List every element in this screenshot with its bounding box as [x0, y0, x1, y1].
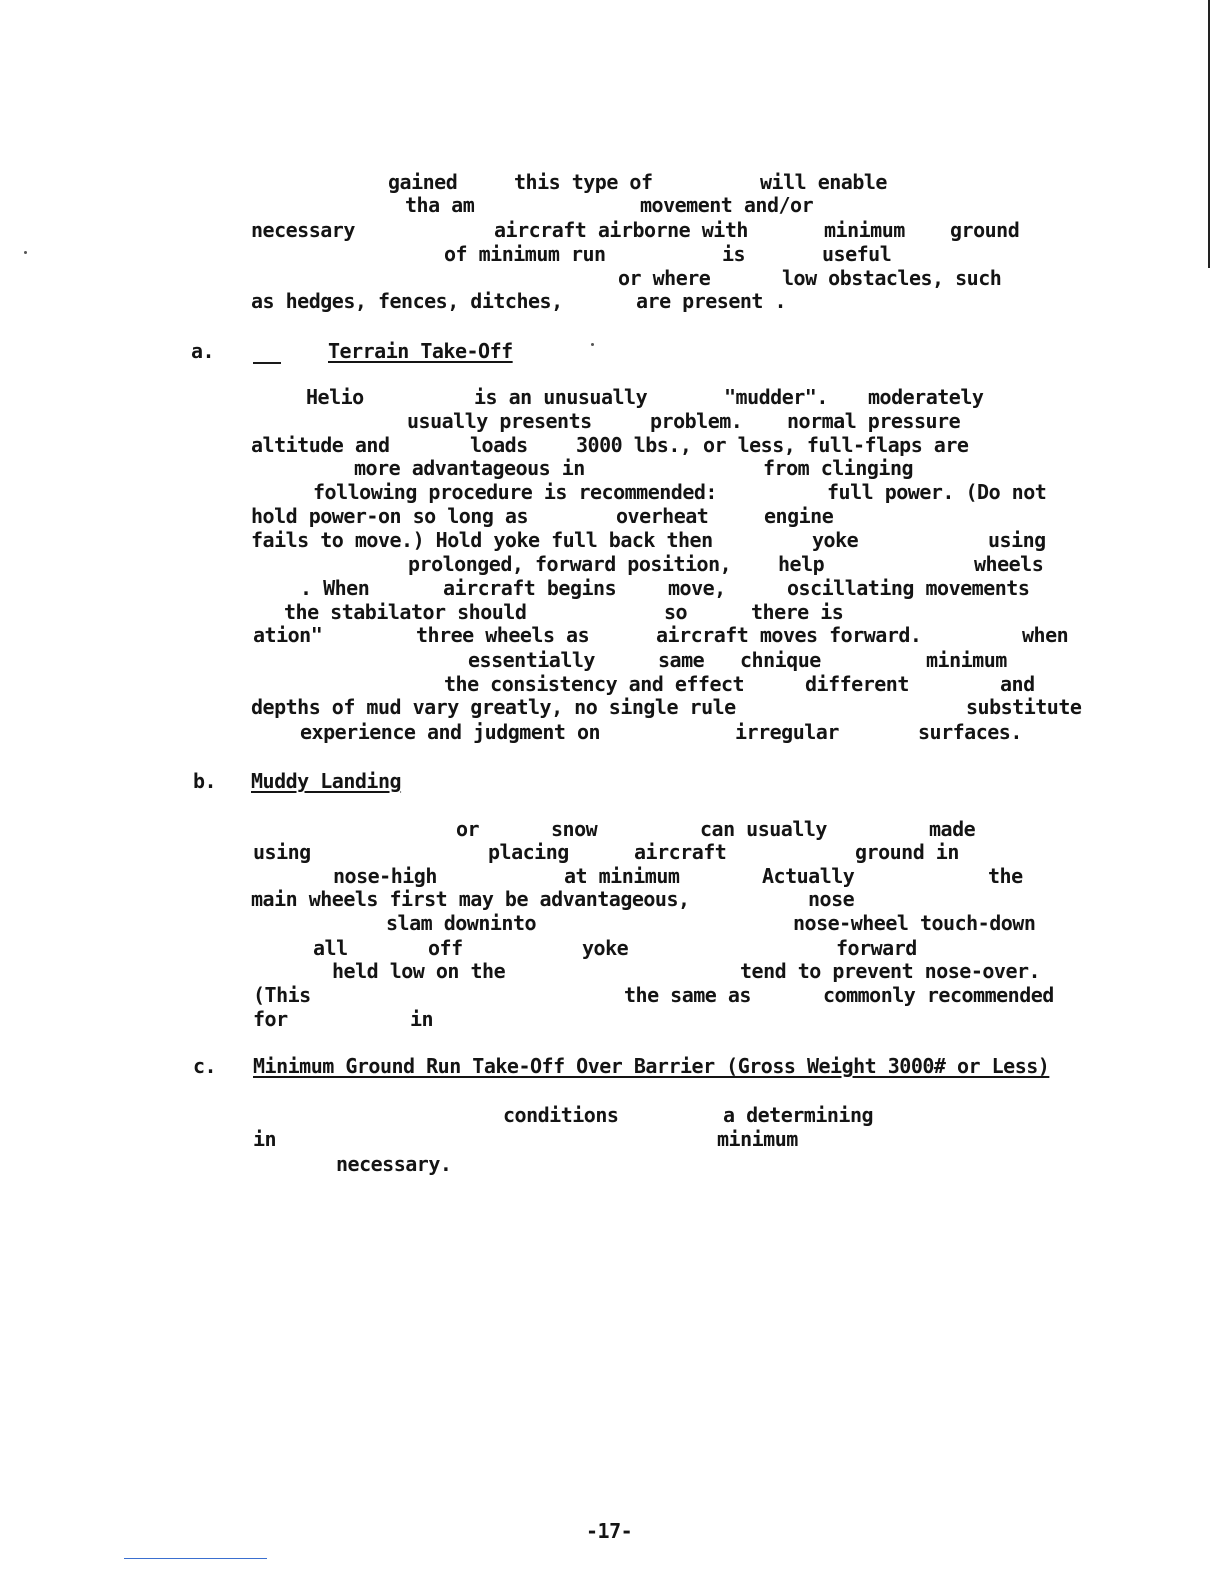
- section-b-letter: b.: [193, 769, 217, 793]
- intro-text: is: [722, 242, 746, 266]
- section-a-text: and: [1000, 672, 1035, 696]
- section-a-text: full power. (Do not: [827, 480, 1047, 504]
- section-b-text: off: [428, 936, 463, 960]
- section-b-text: nose-high: [333, 864, 437, 888]
- section-a-text: using: [988, 528, 1046, 552]
- section-b-text: at minimum: [564, 864, 680, 888]
- section-b-text: placing: [488, 840, 569, 864]
- section-a-text: following procedure is recommended:: [313, 480, 717, 504]
- section-a-text: . When: [300, 576, 370, 600]
- intro-text: of minimum run: [444, 242, 606, 266]
- section-c-text: necessary.: [336, 1152, 452, 1176]
- section-b-text: made: [929, 817, 976, 841]
- section-b-text: forward: [836, 936, 917, 960]
- intro-text: useful: [822, 242, 892, 266]
- section-b-text: for: [253, 1007, 288, 1031]
- section-a-text: chnique: [740, 648, 821, 672]
- intro-text: tha am: [405, 193, 475, 217]
- intro-text: movement and/or: [640, 193, 814, 217]
- section-a-text: essentially: [468, 648, 595, 672]
- section-a-text: fails to move.) Hold yoke full back then: [251, 528, 713, 552]
- intro-text: are present .: [636, 289, 787, 313]
- section-c-heading: Minimum Ground Run Take-Off Over Barrier (Gross Weight 3000# or Less): [253, 1054, 1050, 1078]
- section-a-letter: a.: [191, 339, 215, 363]
- section-a-text: from clinging: [763, 456, 914, 480]
- section-c-text: conditions: [503, 1103, 619, 1127]
- section-b-text: aircraft: [634, 840, 727, 864]
- section-c-text: minimum: [717, 1127, 798, 1151]
- intro-text: necessary: [251, 218, 355, 242]
- section-b-text: the: [988, 864, 1023, 888]
- section-a-text: overheat: [616, 504, 709, 528]
- section-a-text: substitute: [966, 695, 1082, 719]
- section-a-text: move,: [668, 576, 726, 600]
- section-a-text: different: [805, 672, 909, 696]
- section-a-text: aircraft moves forward.: [656, 623, 922, 647]
- section-a-text: problem.: [650, 409, 743, 433]
- scan-speck: [24, 251, 27, 254]
- section-a-text: same: [658, 648, 705, 672]
- page-edge-line: [1208, 0, 1210, 268]
- section-a-text: more advantageous in: [354, 456, 585, 480]
- section-a-text: 3000 lbs., or less, full-flaps are: [576, 433, 969, 457]
- section-a-text: there is: [751, 600, 844, 624]
- section-a-text: aircraft begins: [443, 576, 617, 600]
- section-a-text: usually presents: [407, 409, 592, 433]
- section-a-text: "mudder".: [724, 385, 828, 409]
- intro-text: minimum: [824, 218, 905, 242]
- section-b-text: in: [410, 1007, 434, 1031]
- intro-text: ground: [950, 218, 1020, 242]
- section-b-text: (This: [253, 983, 311, 1007]
- section-b-text: or: [456, 817, 480, 841]
- section-a-text: depths of mud vary greatly, no single rule: [251, 695, 736, 719]
- section-a-text: moderately: [868, 385, 984, 409]
- page-number: -17-: [586, 1519, 633, 1543]
- section-b-text: the same as: [624, 983, 751, 1007]
- section-b-text: nose: [808, 887, 855, 911]
- section-b-text: tend to prevent nose-over.: [740, 959, 1041, 983]
- intro-text: this type of: [514, 170, 653, 194]
- section-a-text: the consistency and effect: [444, 672, 745, 696]
- heading-rule: [253, 362, 281, 364]
- section-b-heading: Muddy Landing: [251, 769, 402, 793]
- section-a-text: altitude and: [251, 433, 390, 457]
- section-a-text: experience and judgment on: [300, 720, 601, 744]
- section-a-text: so: [664, 600, 688, 624]
- section-a-text: irregular: [735, 720, 839, 744]
- section-a-text: Helio: [306, 385, 364, 409]
- section-a-text: minimum: [926, 648, 1007, 672]
- section-c-text: in: [253, 1127, 277, 1151]
- section-a-text: when: [1022, 623, 1069, 647]
- section-a-text: is an unusually: [474, 385, 648, 409]
- section-a-text: engine: [764, 504, 834, 528]
- intro-text: aircraft airborne with: [494, 218, 748, 242]
- section-b-text: using: [253, 840, 311, 864]
- section-b-text: can usually: [700, 817, 827, 841]
- section-a-text: prolonged, forward position,: [408, 552, 732, 576]
- section-b-text: commonly recommended: [823, 983, 1054, 1007]
- section-c-text: a determining: [723, 1103, 874, 1127]
- section-b-text: yoke: [582, 936, 629, 960]
- intro-text: gained: [388, 170, 458, 194]
- intro-text: low obstacles, such: [782, 266, 1002, 290]
- section-a-text: wheels: [974, 552, 1044, 576]
- section-b-text: Actually: [762, 864, 855, 888]
- footnote-rule: [124, 1558, 267, 1559]
- section-a-text: three wheels as: [416, 623, 590, 647]
- section-a-text: yoke: [812, 528, 859, 552]
- section-b-text: slam downinto: [386, 911, 537, 935]
- section-b-text: held low on the: [332, 959, 506, 983]
- section-a-text: hold power-on so long as: [251, 504, 528, 528]
- section-c-letter: c.: [193, 1054, 217, 1078]
- section-b-text: nose-wheel touch-down: [793, 911, 1036, 935]
- intro-text: or where: [618, 266, 711, 290]
- section-b-text: main wheels first may be advantageous,: [251, 887, 690, 911]
- section-a-text: oscillating movements: [787, 576, 1030, 600]
- section-a-text: normal pressure: [787, 409, 961, 433]
- section-a-text: surfaces.: [918, 720, 1022, 744]
- scan-speck: [591, 343, 594, 346]
- section-b-text: snow: [551, 817, 598, 841]
- section-a-heading: Terrain Take-Off: [328, 339, 513, 363]
- section-b-text: all: [313, 936, 348, 960]
- section-a-text: loads: [470, 433, 528, 457]
- section-a-text: help: [778, 552, 825, 576]
- intro-text: as hedges, fences, ditches,: [251, 289, 563, 313]
- intro-text: will enable: [760, 170, 887, 194]
- section-b-text: ground in: [855, 840, 959, 864]
- section-a-text: the stabilator should: [284, 600, 527, 624]
- section-a-text: ation": [253, 623, 323, 647]
